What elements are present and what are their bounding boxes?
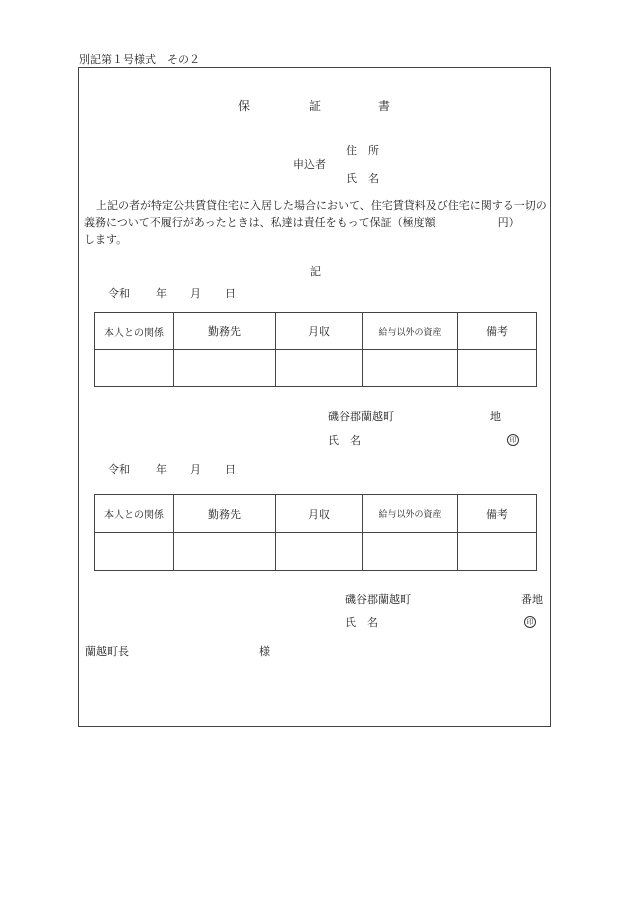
header-other-assets: 給与以外の資産 bbox=[363, 313, 458, 350]
applicant-address-label: 住 所 bbox=[346, 144, 379, 157]
guarantee-statement-yen: 円） bbox=[497, 216, 520, 229]
date-month-1: 月 bbox=[190, 287, 201, 300]
header-relationship: 本人との関係 bbox=[95, 313, 174, 350]
guarantor2-name-label: 氏 名 bbox=[345, 616, 378, 629]
cell-remarks[interactable] bbox=[458, 533, 537, 571]
date-era-2: 令和 bbox=[108, 463, 130, 476]
date-day-2: 日 bbox=[225, 463, 236, 476]
title-char-3: 書 bbox=[378, 99, 391, 113]
cell-relationship[interactable] bbox=[95, 533, 174, 571]
guarantor-table-1 bbox=[94, 312, 537, 387]
title-char-1: 保 bbox=[238, 99, 251, 113]
cell-monthly-income[interactable] bbox=[276, 533, 363, 571]
seal-icon: 印 bbox=[524, 616, 536, 628]
guarantor2-seal bbox=[524, 614, 536, 628]
cell-other-assets[interactable] bbox=[363, 350, 458, 387]
date-day-1: 日 bbox=[225, 287, 236, 300]
date-era-1: 令和 bbox=[108, 287, 130, 300]
header-monthly-income: 月収 bbox=[276, 313, 363, 350]
header-relationship: 本人との関係 bbox=[95, 495, 174, 533]
guarantor1-seal bbox=[507, 432, 519, 446]
addressee-name: 蘭越町長 bbox=[85, 645, 129, 658]
title-char-2: 証 bbox=[309, 99, 322, 113]
guarantor1-name-label: 氏 名 bbox=[328, 434, 361, 447]
cell-relationship[interactable] bbox=[95, 350, 174, 387]
date-year-1: 年 bbox=[156, 287, 167, 300]
guarantor1-address-prefix: 磯谷郡蘭越町 bbox=[328, 410, 394, 423]
guarantor2-address-suffix: 番地 bbox=[521, 593, 543, 606]
guarantor1-address-suffix: 地 bbox=[490, 410, 501, 423]
header-monthly-income: 月収 bbox=[276, 495, 363, 533]
form-label: 別記第１号様式 その２ bbox=[79, 53, 200, 66]
guarantee-statement-end: します。 bbox=[84, 233, 128, 246]
applicant-label: 申込者 bbox=[293, 158, 326, 171]
guarantor-table-2 bbox=[94, 494, 537, 571]
applicant-name-label: 氏 名 bbox=[346, 172, 379, 185]
header-other-assets: 給与以外の資産 bbox=[363, 495, 458, 533]
cell-monthly-income[interactable] bbox=[276, 350, 363, 387]
guarantor2-address-prefix: 磯谷郡蘭越町 bbox=[345, 593, 411, 606]
header-remarks: 備考 bbox=[458, 495, 537, 533]
guarantee-statement bbox=[84, 197, 550, 248]
header-remarks: 備考 bbox=[458, 313, 537, 350]
ki-label: 記 bbox=[310, 265, 321, 278]
cell-remarks[interactable] bbox=[458, 350, 537, 387]
date-month-2: 月 bbox=[190, 463, 201, 476]
header-workplace: 勤務先 bbox=[174, 495, 276, 533]
seal-icon: 印 bbox=[507, 434, 519, 446]
cell-other-assets[interactable] bbox=[363, 533, 458, 571]
guarantee-statement-text: 上記の者が特定公共賃貸住宅に入居した場合において、住宅賃貸料及び住宅に関する一切の義務について不履行があったときは、私達は責任をもって保証（極度額 bbox=[84, 199, 547, 229]
addressee-honorific: 様 bbox=[259, 645, 270, 658]
header-workplace: 勤務先 bbox=[174, 313, 276, 350]
cell-workplace[interactable] bbox=[174, 350, 276, 387]
date-year-2: 年 bbox=[156, 463, 167, 476]
cell-workplace[interactable] bbox=[174, 533, 276, 571]
